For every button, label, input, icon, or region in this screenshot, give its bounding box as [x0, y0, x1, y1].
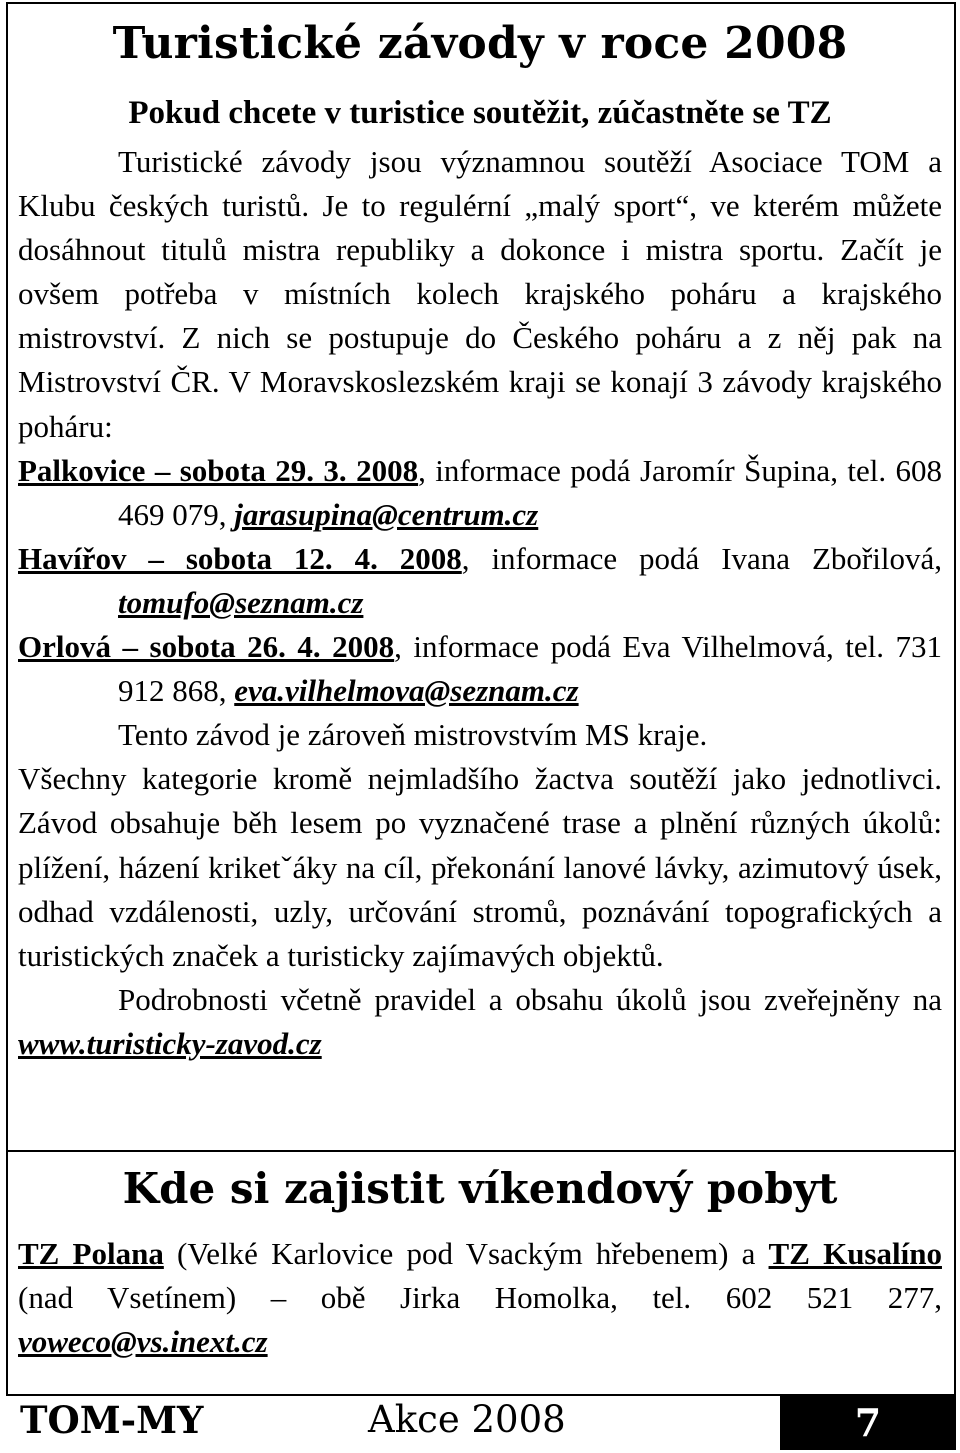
- event-info: , informace podá Eva Vilhelmová, tel. 731 912 868,: [118, 629, 942, 709]
- article2-body: [18, 1232, 942, 1364]
- place-note: (Velké Karlovice pod Vsackým hřebenem) a: [163, 1236, 769, 1271]
- event-orlova: [18, 625, 942, 757]
- event-heading: Orlová – sobota 26. 4. 2008: [18, 629, 395, 665]
- details-link[interactable]: www.turisticky-zavod.cz: [18, 1025, 322, 1061]
- event-info: , informace podá Jaromír Šupina, tel. 608 469 079,: [118, 452, 942, 532]
- event-heading: Palkovice – sobota 29. 3. 2008: [18, 452, 419, 488]
- place-kusalino: TZ Kusalíno: [768, 1236, 942, 1271]
- event-heading: Havířov – sobota 12. 4. 2008: [18, 540, 462, 576]
- event-havirov: [18, 537, 942, 625]
- event-info: , informace podá Ivana Zbořilová,: [461, 540, 942, 576]
- article-title: Turistické závody v roce 2008: [112, 18, 848, 69]
- place-polana: TZ Polana: [18, 1236, 164, 1271]
- body-paragraph: Všechny kategorie kromě nejmladšího žactva soutěží jako jednotlivci. Závod obsahuje běh lesem po vyznačené trase a plnění různých úkolů: plížení, házení kriketˇáky na cíl, překonání lanové lávky, azimutový úsek, odhad vzdálenosti, uzly, určování stromů, poznávání topografických a turistických značek a turisticky zajímavých objektů.: [18, 761, 942, 973]
- event-palkovice: [18, 449, 942, 537]
- details-paragraph: [18, 978, 942, 1066]
- event-note: Tento závod je zároveň mistrovstvím MS kraje.: [118, 717, 708, 753]
- event-email-link[interactable]: tomufo@seznam.cz: [118, 584, 364, 620]
- article-subtitle: Pokud chcete v turistice soutěžit, zúčastněte se TZ: [128, 95, 832, 131]
- article2-title: Kde si zajistit víkendový pobyt: [122, 1164, 838, 1213]
- place-note-2: (nad Vsetínem) – obě Jirka Homolka, tel. 602 521 277,: [18, 1280, 942, 1316]
- event-email-link[interactable]: jarasupina@centrum.cz: [234, 496, 539, 532]
- section-name: Akce 2008: [368, 1398, 566, 1441]
- contact-email-link[interactable]: voweco@vs.inext.cz: [18, 1324, 268, 1360]
- article-body: [18, 140, 942, 1066]
- details-text: Podrobnosti včetně pravidel a obsahu úkolů jsou zveřejněny na: [118, 981, 942, 1017]
- page-number: 7: [780, 1396, 956, 1450]
- event-email-link[interactable]: eva.vilhelmova@seznam.cz: [234, 673, 579, 709]
- magazine-name: TOM-MY: [20, 1398, 204, 1442]
- page-footer: [6, 1396, 956, 1450]
- intro-paragraph: Turistické závody jsou významnou soutěží Asociace TOM a Klubu českých turistů. Je to regulérní „malý sport“, ve kterém můžete dosáhnout titulů mistra republiky a dokonce i mistra sportu. Začít je ovšem potřeba v místních kolech krajského poháru a krajského mistrovství. Z nich se postupuje do Českého poháru a z něj pak na Mistrovství ČR. V Moravskoslezském kraji se konají 3 závody krajského poháru:: [18, 144, 942, 444]
